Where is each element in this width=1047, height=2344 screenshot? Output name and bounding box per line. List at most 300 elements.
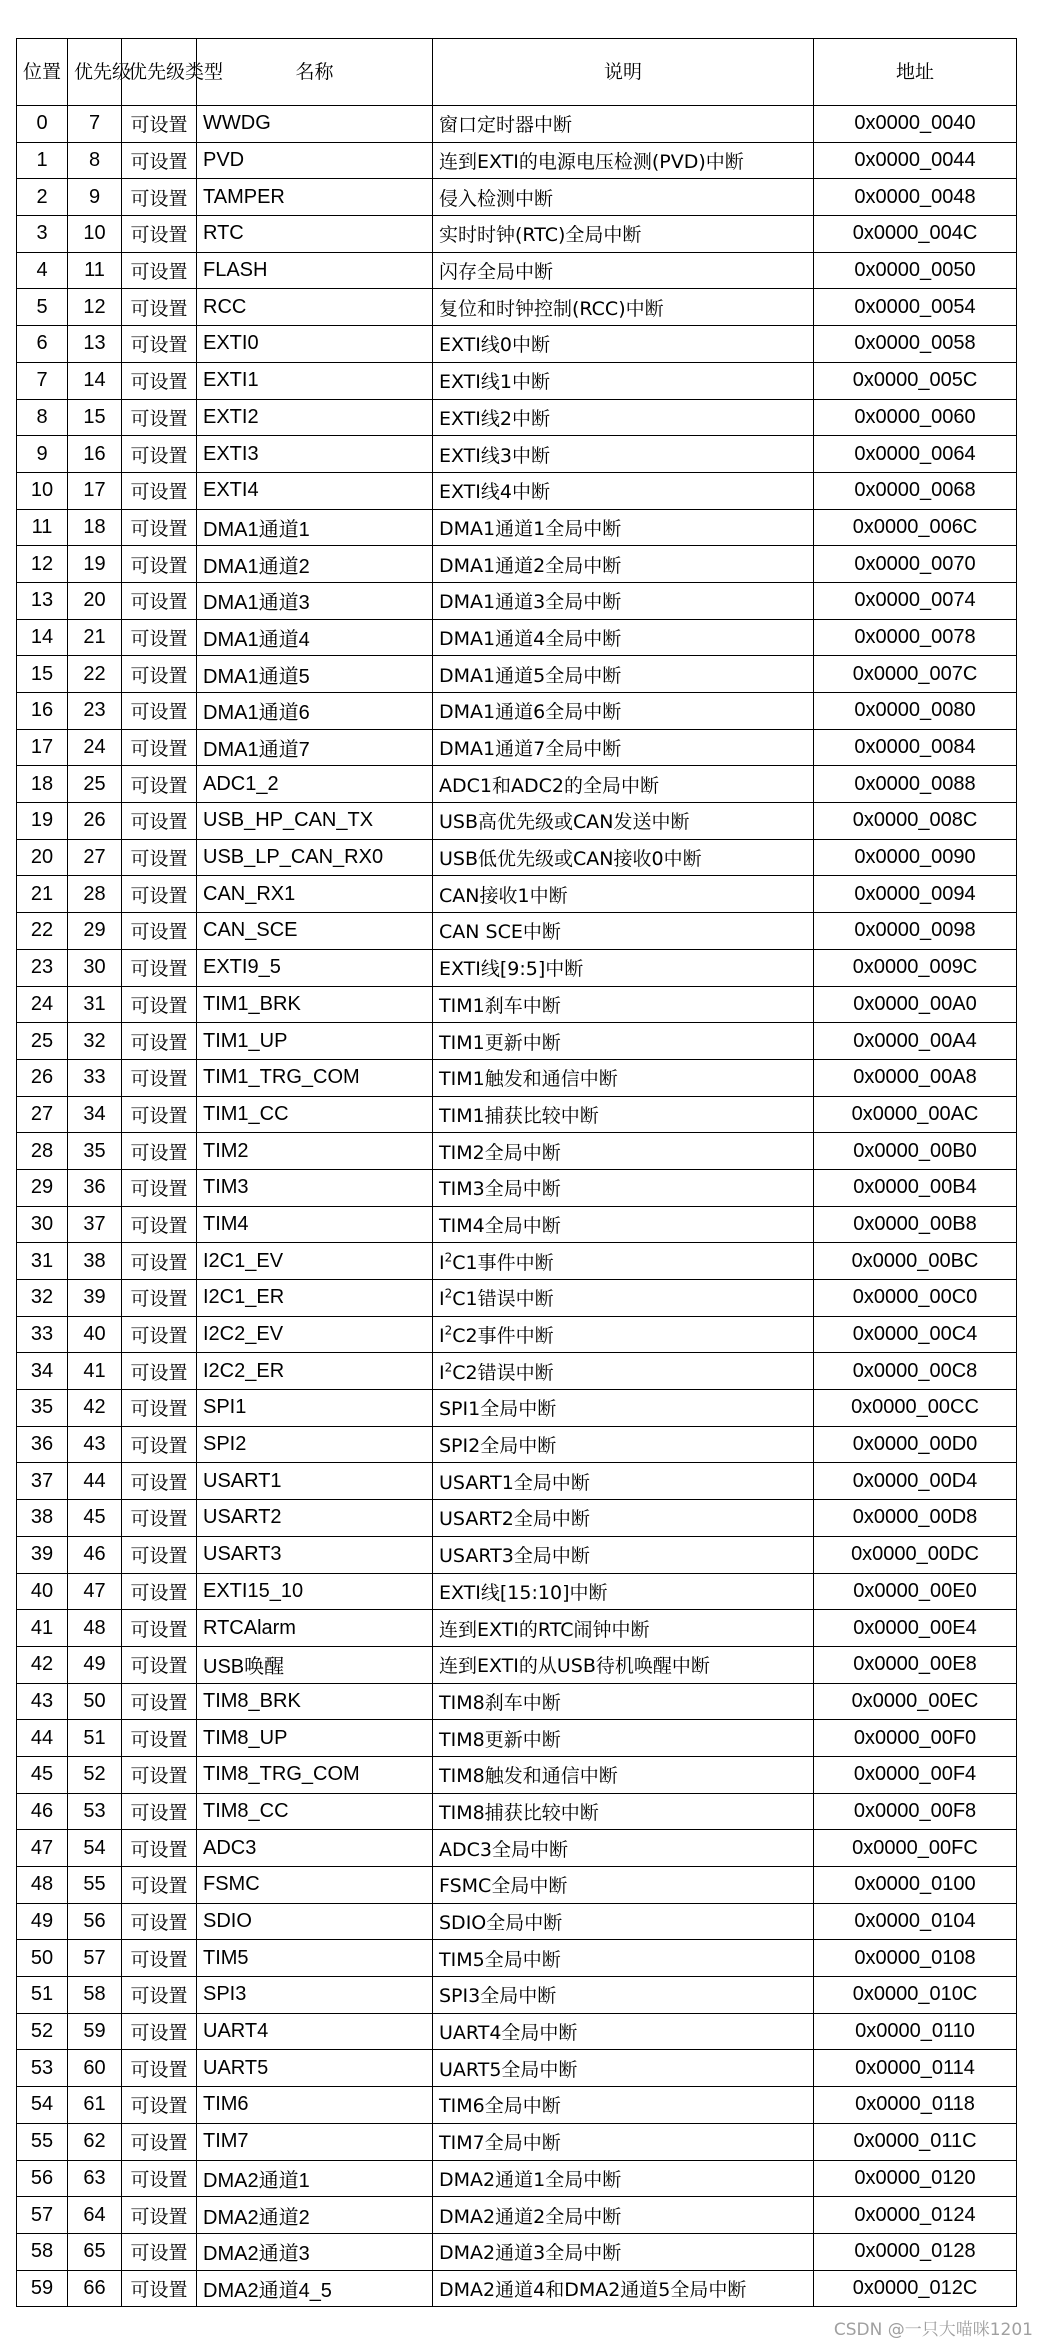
table-row [17,1903,1017,1940]
cell-priority-type: 可设置 [122,2160,197,2197]
table-row [17,1573,1017,1610]
cell-address: 0x0000_0120 [814,2160,1017,2197]
cell-name: EXTI4 [197,472,433,509]
cell-priority-type: 可设置 [122,1720,197,1757]
cell-description: DMA2通道4和DMA2通道5全局中断 [433,2270,814,2307]
cell-priority-type: 可设置 [122,179,197,216]
cell-description: TIM1刹车中断 [433,986,814,1023]
cell-address: 0x0000_0050 [814,252,1017,289]
cell-name: DMA2通道1 [197,2160,433,2197]
cell-priority: 43 [68,1426,122,1463]
cell-description: 侵入检测中断 [433,179,814,216]
cell-name: EXTI1 [197,362,433,399]
cell-priority-type: 可设置 [122,1830,197,1867]
cell-description: UART5全局中断 [433,2050,814,2087]
cell-address: 0x0000_0114 [814,2050,1017,2087]
cell-priority: 27 [68,839,122,876]
cell-address: 0x0000_00B4 [814,1169,1017,1206]
cell-description: EXTI线0中断 [433,326,814,363]
cell-name: TIM8_CC [197,1793,433,1830]
cell-description: EXTI线3中断 [433,436,814,473]
table-row [17,2087,1017,2124]
cell-name: TIM3 [197,1169,433,1206]
table-row [17,913,1017,950]
cell-name: PVD [197,142,433,179]
cell-position: 28 [17,1133,68,1170]
cell-priority: 21 [68,619,122,656]
cell-address: 0x0000_00D8 [814,1500,1017,1537]
cell-name: USART3 [197,1536,433,1573]
cell-description: CAN接收1中断 [433,876,814,913]
cell-position: 39 [17,1536,68,1573]
cell-priority-type: 可设置 [122,1610,197,1647]
cell-name: DMA1通道2 [197,546,433,583]
cell-priority-type: 可设置 [122,106,197,143]
cell-priority-type: 可设置 [122,2197,197,2234]
cell-priority: 30 [68,949,122,986]
cell-name: DMA2通道4_5 [197,2270,433,2307]
cell-name: SDIO [197,1903,433,1940]
cell-priority: 23 [68,693,122,730]
cell-position: 6 [17,326,68,363]
cell-address: 0x0000_0124 [814,2197,1017,2234]
cell-address: 0x0000_0070 [814,546,1017,583]
cell-name: EXTI0 [197,326,433,363]
cell-priority: 57 [68,1940,122,1977]
table-row [17,1096,1017,1133]
cell-priority: 49 [68,1646,122,1683]
cell-priority: 40 [68,1316,122,1353]
cell-priority: 11 [68,252,122,289]
cell-position: 50 [17,1940,68,1977]
table-row [17,1940,1017,1977]
cell-description: TIM1捕获比较中断 [433,1096,814,1133]
interrupt-vector-table [16,38,1017,2307]
table-row [17,1243,1017,1280]
table-row [17,839,1017,876]
cell-priority-type: 可设置 [122,1867,197,1904]
cell-priority-type: 可设置 [122,913,197,950]
cell-description: DMA1通道6全局中断 [433,693,814,730]
cell-priority-type: 可设置 [122,1977,197,2014]
table-row [17,1463,1017,1500]
cell-address: 0x0000_005C [814,362,1017,399]
cell-name: USART1 [197,1463,433,1500]
cell-position: 35 [17,1390,68,1427]
cell-address: 0x0000_006C [814,509,1017,546]
cell-position: 48 [17,1867,68,1904]
cell-address: 0x0000_0118 [814,2087,1017,2124]
table-row [17,582,1017,619]
table-row [17,2270,1017,2307]
table-row [17,1610,1017,1647]
cell-position: 20 [17,839,68,876]
cell-address: 0x0000_00AC [814,1096,1017,1133]
cell-address: 0x0000_0080 [814,693,1017,730]
cell-address: 0x0000_0128 [814,2233,1017,2270]
cell-name: TIM1_BRK [197,986,433,1023]
cell-address: 0x0000_0090 [814,839,1017,876]
cell-description: SDIO全局中断 [433,1903,814,1940]
cell-position: 59 [17,2270,68,2307]
cell-name: TAMPER [197,179,433,216]
table-row [17,2050,1017,2087]
cell-name: I2C2_ER [197,1353,433,1390]
cell-priority: 31 [68,986,122,1023]
cell-description: DMA2通道2全局中断 [433,2197,814,2234]
cell-position: 30 [17,1206,68,1243]
cell-priority-type: 可设置 [122,1536,197,1573]
cell-priority-type: 可设置 [122,1426,197,1463]
cell-name: RTC [197,216,433,253]
cell-description: TIM1更新中断 [433,1023,814,1060]
cell-position: 25 [17,1023,68,1060]
cell-address: 0x0000_004C [814,216,1017,253]
cell-address: 0x0000_0108 [814,1940,1017,1977]
cell-name: RCC [197,289,433,326]
cell-description: 连到EXTI的RTC闹钟中断 [433,1610,814,1647]
cell-name: TIM5 [197,1940,433,1977]
cell-priority-type: 可设置 [122,729,197,766]
cell-name: TIM1_TRG_COM [197,1059,433,1096]
cell-description: DMA1通道1全局中断 [433,509,814,546]
cell-position: 57 [17,2197,68,2234]
table-row [17,106,1017,143]
cell-description: EXTI线1中断 [433,362,814,399]
cell-description: $I^2C1$事件中断 [433,1243,814,1280]
table-row [17,142,1017,179]
header-priority: 优先级 [68,39,122,106]
cell-priority-type: 可设置 [122,1940,197,1977]
cell-position: 11 [17,509,68,546]
cell-address: 0x0000_00A8 [814,1059,1017,1096]
header-description: 说明 [433,39,814,106]
cell-address: 0x0000_00C0 [814,1280,1017,1317]
cell-address: 0x0000_0064 [814,436,1017,473]
cell-priority-type: 可设置 [122,1793,197,1830]
cell-priority-type: 可设置 [122,1353,197,1390]
cell-priority: 33 [68,1059,122,1096]
cell-position: 23 [17,949,68,986]
cell-priority: 32 [68,1023,122,1060]
cell-address: 0x0000_0088 [814,766,1017,803]
cell-description: TIM8触发和通信中断 [433,1756,814,1793]
cell-priority: 63 [68,2160,122,2197]
cell-priority-type: 可设置 [122,1206,197,1243]
cell-priority: 42 [68,1390,122,1427]
cell-description: DMA1通道5全局中断 [433,656,814,693]
cell-priority-type: 可设置 [122,252,197,289]
table-row [17,2160,1017,2197]
table-row [17,2197,1017,2234]
cell-priority: 20 [68,582,122,619]
table-row [17,2123,1017,2160]
cell-priority-type: 可设置 [122,766,197,803]
table-row [17,656,1017,693]
cell-description: TIM4全局中断 [433,1206,814,1243]
cell-description: USART2全局中断 [433,1500,814,1537]
cell-description: DMA2通道1全局中断 [433,2160,814,2197]
cell-name: USART2 [197,1500,433,1537]
cell-address: 0x0000_0060 [814,399,1017,436]
cell-position: 55 [17,2123,68,2160]
cell-position: 34 [17,1353,68,1390]
cell-priority-type: 可设置 [122,1683,197,1720]
cell-description: TIM8刹车中断 [433,1683,814,1720]
table-row [17,179,1017,216]
cell-priority: 35 [68,1133,122,1170]
cell-name: CAN_RX1 [197,876,433,913]
cell-position: 0 [17,106,68,143]
table-row [17,472,1017,509]
cell-priority: 14 [68,362,122,399]
cell-priority: 62 [68,2123,122,2160]
cell-name: TIM7 [197,2123,433,2160]
cell-address: 0x0000_0040 [814,106,1017,143]
cell-position: 2 [17,179,68,216]
cell-position: 4 [17,252,68,289]
table-row [17,1169,1017,1206]
cell-priority-type: 可设置 [122,1316,197,1353]
cell-name: I2C1_ER [197,1280,433,1317]
cell-position: 32 [17,1280,68,1317]
cell-priority: 59 [68,2013,122,2050]
cell-name: DMA2通道3 [197,2233,433,2270]
table-row [17,1793,1017,1830]
cell-position: 43 [17,1683,68,1720]
cell-address: 0x0000_0068 [814,472,1017,509]
cell-priority-type: 可设置 [122,1573,197,1610]
cell-position: 33 [17,1316,68,1353]
cell-priority-type: 可设置 [122,2050,197,2087]
cell-name: USB唤醒 [197,1646,433,1683]
table-row [17,1316,1017,1353]
table-row [17,1280,1017,1317]
cell-name: UART4 [197,2013,433,2050]
cell-description: TIM6全局中断 [433,2087,814,2124]
table-row [17,1756,1017,1793]
cell-priority-type: 可设置 [122,619,197,656]
cell-position: 37 [17,1463,68,1500]
cell-priority: 15 [68,399,122,436]
cell-address: 0x0000_0098 [814,913,1017,950]
cell-address: 0x0000_0074 [814,582,1017,619]
cell-description: SPI1全局中断 [433,1390,814,1427]
table-row [17,1426,1017,1463]
table-row [17,1977,1017,2014]
cell-priority-type: 可设置 [122,142,197,179]
cell-priority: 36 [68,1169,122,1206]
cell-address: 0x0000_00B0 [814,1133,1017,1170]
table-row [17,1023,1017,1060]
cell-address: 0x0000_00D0 [814,1426,1017,1463]
cell-address: 0x0000_007C [814,656,1017,693]
cell-name: EXTI9_5 [197,949,433,986]
cell-position: 12 [17,546,68,583]
cell-description: TIM2全局中断 [433,1133,814,1170]
cell-address: 0x0000_0104 [814,1903,1017,1940]
table-row [17,216,1017,253]
cell-position: 56 [17,2160,68,2197]
cell-address: 0x0000_009C [814,949,1017,986]
cell-name: SPI1 [197,1390,433,1427]
cell-priority: 9 [68,179,122,216]
cell-address: 0x0000_00E4 [814,1610,1017,1647]
cell-name: DMA1通道6 [197,693,433,730]
cell-name: DMA1通道5 [197,656,433,693]
cell-description: USB高优先级或CAN发送中断 [433,803,814,840]
cell-position: 10 [17,472,68,509]
cell-description: SPI3全局中断 [433,1977,814,2014]
cell-address: 0x0000_0100 [814,1867,1017,1904]
watermark: CSDN @一只大喵咪1201 [833,2320,1033,2340]
cell-address: 0x0000_00DC [814,1536,1017,1573]
cell-description: TIM7全局中断 [433,2123,814,2160]
cell-address: 0x0000_0078 [814,619,1017,656]
cell-priority: 18 [68,509,122,546]
cell-address: 0x0000_008C [814,803,1017,840]
cell-description: EXTI线2中断 [433,399,814,436]
cell-address: 0x0000_0048 [814,179,1017,216]
cell-address: 0x0000_00FC [814,1830,1017,1867]
cell-priority-type: 可设置 [122,803,197,840]
table-row [17,436,1017,473]
table-row [17,1500,1017,1537]
cell-name: DMA1通道7 [197,729,433,766]
cell-priority: 52 [68,1756,122,1793]
cell-description: 复位和时钟控制(RCC)中断 [433,289,814,326]
cell-name: I2C2_EV [197,1316,433,1353]
table-row [17,803,1017,840]
cell-address: 0x0000_00F0 [814,1720,1017,1757]
cell-description: USART1全局中断 [433,1463,814,1500]
cell-name: TIM8_BRK [197,1683,433,1720]
cell-address: 0x0000_00A4 [814,1023,1017,1060]
cell-name: RTCAlarm [197,1610,433,1647]
cell-position: 52 [17,2013,68,2050]
cell-priority-type: 可设置 [122,216,197,253]
cell-position: 7 [17,362,68,399]
cell-priority: 37 [68,1206,122,1243]
cell-name: TIM6 [197,2087,433,2124]
cell-address: 0x0000_00B8 [814,1206,1017,1243]
cell-position: 49 [17,1903,68,1940]
cell-description: TIM8捕获比较中断 [433,1793,814,1830]
cell-priority-type: 可设置 [122,509,197,546]
cell-description: USART3全局中断 [433,1536,814,1573]
cell-position: 8 [17,399,68,436]
cell-priority-type: 可设置 [122,362,197,399]
cell-priority-type: 可设置 [122,693,197,730]
cell-priority-type: 可设置 [122,1023,197,1060]
cell-description: FSMC全局中断 [433,1867,814,1904]
cell-description: EXTI线[9:5]中断 [433,949,814,986]
cell-position: 13 [17,582,68,619]
cell-position: 3 [17,216,68,253]
cell-address: 0x0000_00D4 [814,1463,1017,1500]
cell-position: 19 [17,803,68,840]
cell-position: 54 [17,2087,68,2124]
cell-priority: 26 [68,803,122,840]
cell-priority-type: 可设置 [122,1463,197,1500]
cell-name: DMA2通道2 [197,2197,433,2234]
cell-description: EXTI线[15:10]中断 [433,1573,814,1610]
table-row [17,693,1017,730]
cell-priority-type: 可设置 [122,1646,197,1683]
cell-position: 14 [17,619,68,656]
header-row [17,39,1017,106]
cell-priority-type: 可设置 [122,1280,197,1317]
table-row [17,326,1017,363]
cell-position: 21 [17,876,68,913]
table-row [17,729,1017,766]
cell-address: 0x0000_00E0 [814,1573,1017,1610]
cell-priority-type: 可设置 [122,1903,197,1940]
table-row [17,1206,1017,1243]
cell-address: 0x0000_0110 [814,2013,1017,2050]
cell-name: DMA1通道3 [197,582,433,619]
cell-priority: 39 [68,1280,122,1317]
cell-priority: 50 [68,1683,122,1720]
cell-position: 44 [17,1720,68,1757]
table-row [17,1867,1017,1904]
cell-name: UART5 [197,2050,433,2087]
cell-name: EXTI3 [197,436,433,473]
cell-description: TIM3全局中断 [433,1169,814,1206]
cell-name: CAN_SCE [197,913,433,950]
cell-address: 0x0000_0058 [814,326,1017,363]
cell-priority: 56 [68,1903,122,1940]
cell-priority: 10 [68,216,122,253]
cell-position: 38 [17,1500,68,1537]
table-row [17,1059,1017,1096]
table-row [17,1353,1017,1390]
cell-position: 22 [17,913,68,950]
table-row [17,546,1017,583]
header-name: 名称 [197,39,433,106]
cell-address: 0x0000_0094 [814,876,1017,913]
cell-position: 42 [17,1646,68,1683]
table-row [17,1683,1017,1720]
cell-position: 45 [17,1756,68,1793]
cell-priority-type: 可设置 [122,986,197,1023]
cell-priority-type: 可设置 [122,949,197,986]
cell-priority: 64 [68,2197,122,2234]
cell-position: 51 [17,1977,68,2014]
cell-name: TIM2 [197,1133,433,1170]
table-row [17,1720,1017,1757]
table-row [17,252,1017,289]
cell-name: SPI3 [197,1977,433,2014]
cell-address: 0x0000_00E8 [814,1646,1017,1683]
cell-priority-type: 可设置 [122,2123,197,2160]
cell-name: TIM1_UP [197,1023,433,1060]
cell-description: 连到EXTI的从USB待机唤醒中断 [433,1646,814,1683]
cell-name: EXTI15_10 [197,1573,433,1610]
cell-address: 0x0000_010C [814,1977,1017,2014]
cell-priority-type: 可设置 [122,1243,197,1280]
cell-position: 26 [17,1059,68,1096]
cell-position: 15 [17,656,68,693]
cell-priority: 46 [68,1536,122,1573]
cell-position: 9 [17,436,68,473]
cell-priority: 41 [68,1353,122,1390]
cell-priority: 54 [68,1830,122,1867]
cell-address: 0x0000_0054 [814,289,1017,326]
cell-priority: 28 [68,876,122,913]
cell-priority: 48 [68,1610,122,1647]
cell-description: DMA2通道3全局中断 [433,2233,814,2270]
